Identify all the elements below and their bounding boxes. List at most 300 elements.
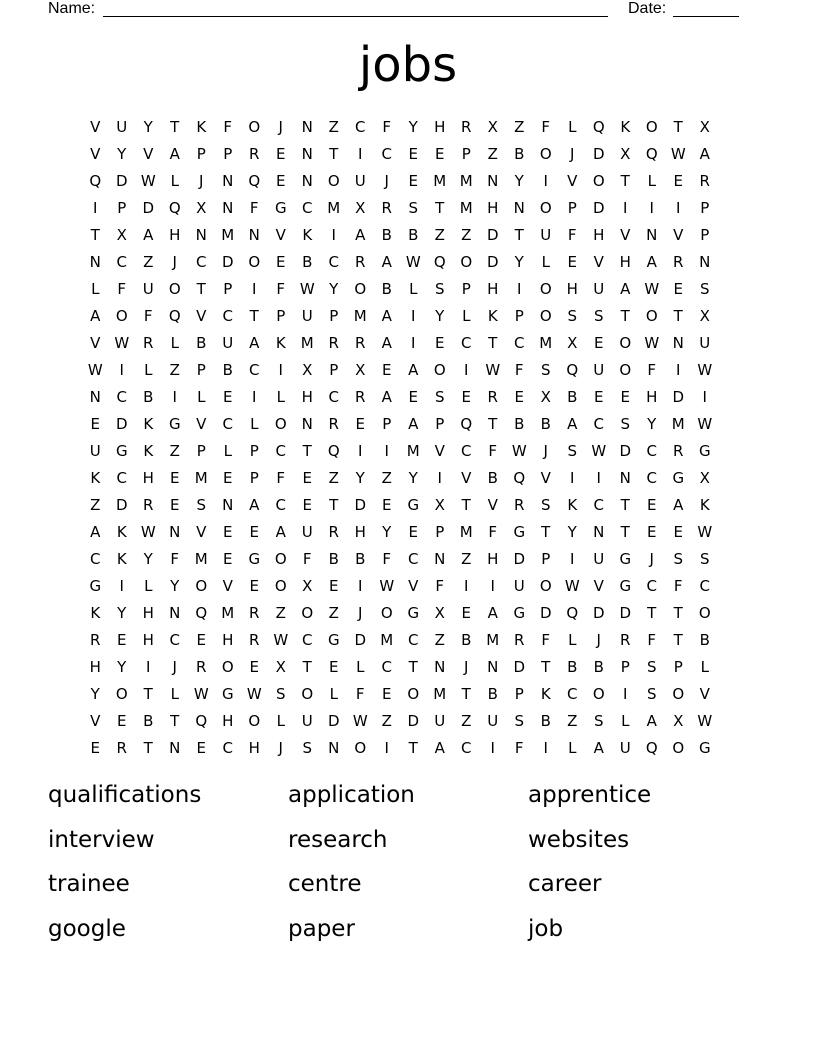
grid-letter: E xyxy=(329,577,339,595)
grid-letter: N xyxy=(89,388,101,406)
grid-letter: V xyxy=(222,577,233,595)
grid-letter: H xyxy=(434,118,446,136)
grid-letter: N xyxy=(222,199,234,217)
grid-letter: L xyxy=(223,442,232,460)
grid-letter: I xyxy=(570,469,575,487)
grid-letter: D xyxy=(619,442,632,460)
grid-letter: T xyxy=(620,496,630,514)
grid-letter: Y xyxy=(435,307,445,325)
grid-letter: Q xyxy=(645,145,658,163)
grid-letter: X xyxy=(699,118,710,136)
grid-letter: M xyxy=(194,469,208,487)
grid-letter: V xyxy=(90,145,101,163)
grid-letter: V xyxy=(275,226,286,244)
grid-letter: I xyxy=(278,361,283,379)
grid-letter: Z xyxy=(514,118,525,136)
grid-letter: W xyxy=(697,415,713,433)
grid-letter: D xyxy=(513,550,526,568)
grid-letter: I xyxy=(358,442,363,460)
grid-letter: A xyxy=(487,604,498,622)
grid-letter: K xyxy=(487,307,498,325)
grid-letter: Z xyxy=(169,442,180,460)
grid-letter: C xyxy=(593,496,604,514)
grid-letter: J xyxy=(543,442,548,460)
grid-letter: T xyxy=(541,658,551,676)
grid-letter: R xyxy=(328,523,339,541)
grid-letter: S xyxy=(514,712,525,730)
grid-letter: V xyxy=(90,118,101,136)
grid-letter: Y xyxy=(117,604,127,622)
grid-letter: O xyxy=(539,577,552,595)
grid-letter: F xyxy=(382,118,392,136)
grid-letter: D xyxy=(354,631,367,649)
grid-letter: U xyxy=(593,361,605,379)
grid-letter: H xyxy=(142,631,154,649)
grid-letter: H xyxy=(354,523,366,541)
grid-letter: E xyxy=(302,496,312,514)
grid-letter: U xyxy=(593,280,605,298)
grid-letter: D xyxy=(221,253,234,271)
grid-letter: U xyxy=(301,307,313,325)
grid-letter: B xyxy=(381,280,392,298)
grid-letter: Q xyxy=(460,415,473,433)
grid-letter: G xyxy=(248,550,261,568)
grid-letter: I xyxy=(570,550,575,568)
grid-letter: N xyxy=(434,658,446,676)
grid-letter: H xyxy=(301,388,313,406)
grid-letter: F xyxy=(143,307,153,325)
grid-letter: L xyxy=(700,658,709,676)
grid-letter: T xyxy=(488,334,498,352)
grid-letter: T xyxy=(541,523,551,541)
grid-letter: X xyxy=(116,226,127,244)
grid-letter: N xyxy=(328,739,340,757)
grid-letter: T xyxy=(196,280,206,298)
grid-letter: Y xyxy=(514,253,524,271)
grid-letter: N xyxy=(195,226,207,244)
grid-letter: U xyxy=(540,226,552,244)
grid-letter: B xyxy=(196,334,207,352)
grid-letter: E xyxy=(249,658,259,676)
grid-letter: F xyxy=(514,739,524,757)
grid-letter: V xyxy=(540,469,551,487)
grid-letter: A xyxy=(355,226,366,244)
grid-letter: I xyxy=(384,442,389,460)
grid-letter: S xyxy=(302,739,313,757)
grid-letter: A xyxy=(593,739,604,757)
grid-letter: V xyxy=(673,226,684,244)
grid-letter: Q xyxy=(566,604,579,622)
grid-letter: D xyxy=(115,496,128,514)
grid-letter: I xyxy=(119,361,124,379)
grid-letter: L xyxy=(144,577,153,595)
grid-letter: Q xyxy=(168,199,181,217)
date-label: Date: xyxy=(628,0,667,17)
grid-letter: C xyxy=(328,388,339,406)
grid-letter: W xyxy=(114,334,130,352)
grid-letter: N xyxy=(301,145,313,163)
grid-letter: E xyxy=(382,685,392,703)
grid-letter: T xyxy=(620,172,630,190)
grid-letter: G xyxy=(619,550,632,568)
name-label: Name: xyxy=(48,0,96,17)
grid-letter: X xyxy=(275,658,286,676)
grid-letter: Y xyxy=(170,577,180,595)
grid-letter: U xyxy=(116,118,128,136)
grid-letter: P xyxy=(196,145,206,163)
grid-letter: S xyxy=(620,415,631,433)
grid-letter: Z xyxy=(487,145,498,163)
grid-letter: D xyxy=(592,604,605,622)
grid-letter: T xyxy=(673,118,683,136)
grid-letter: O xyxy=(168,280,181,298)
grid-letter: X xyxy=(567,334,578,352)
grid-letter: W xyxy=(697,523,713,541)
grid-letter: K xyxy=(90,604,101,622)
grid-letter: T xyxy=(143,685,153,703)
grid-letter: A xyxy=(381,253,392,271)
grid-letter: I xyxy=(384,739,389,757)
grid-letter: N xyxy=(513,199,525,217)
grid-letter: Z xyxy=(169,361,180,379)
word-list-item: interview xyxy=(48,826,155,853)
grid-letter: H xyxy=(619,253,631,271)
grid-letter: T xyxy=(514,226,524,244)
grid-letter: W xyxy=(485,361,501,379)
grid-letter: N xyxy=(89,253,101,271)
grid-letter: D xyxy=(407,712,420,730)
grid-letter: R xyxy=(699,172,710,190)
grid-letter: O xyxy=(274,415,287,433)
grid-letter: D xyxy=(592,145,605,163)
grid-letter: C xyxy=(116,469,127,487)
grid-letter: F xyxy=(567,226,577,244)
grid-letter: L xyxy=(250,415,259,433)
grid-letter: M xyxy=(380,631,394,649)
grid-letter: N xyxy=(619,469,631,487)
grid-letter: L xyxy=(409,280,418,298)
grid-letter: Y xyxy=(329,280,339,298)
word-list-item: paper xyxy=(288,915,355,942)
grid-letter: Y xyxy=(408,469,418,487)
grid-letter: B xyxy=(540,712,551,730)
grid-letter: M xyxy=(353,307,367,325)
grid-letter: X xyxy=(355,361,366,379)
grid-letter: C xyxy=(567,685,578,703)
grid-letter: P xyxy=(249,469,259,487)
grid-letter: M xyxy=(459,523,473,541)
grid-letter: D xyxy=(115,172,128,190)
grid-letter: X xyxy=(434,496,445,514)
grid-letter: Q xyxy=(327,442,340,460)
grid-letter: B xyxy=(143,712,154,730)
grid-letter: C xyxy=(222,739,233,757)
grid-letter: L xyxy=(568,739,577,757)
grid-letter: T xyxy=(435,199,445,217)
grid-letter: O xyxy=(195,577,208,595)
grid-letter: O xyxy=(433,361,446,379)
grid-letter: W xyxy=(246,685,262,703)
grid-letter: I xyxy=(119,577,124,595)
grid-letter: Q xyxy=(645,739,658,757)
grid-letter: P xyxy=(673,658,683,676)
grid-letter: O xyxy=(354,280,367,298)
grid-letter: I xyxy=(543,739,548,757)
grid-letter: O xyxy=(619,361,632,379)
grid-letter: T xyxy=(673,307,683,325)
grid-letter: T xyxy=(302,442,312,460)
grid-letter: P xyxy=(223,280,233,298)
grid-letter: W xyxy=(405,253,421,271)
grid-letter: Y xyxy=(355,469,365,487)
grid-letter: D xyxy=(619,604,632,622)
grid-letter: I xyxy=(623,199,628,217)
grid-letter: E xyxy=(170,469,180,487)
grid-letter: L xyxy=(170,334,179,352)
grid-letter: N xyxy=(672,334,684,352)
grid-letter: Q xyxy=(566,361,579,379)
word-list-item: trainee xyxy=(48,871,130,897)
grid-letter: A xyxy=(699,145,710,163)
grid-letter: R xyxy=(328,415,339,433)
grid-letter: Y xyxy=(143,550,153,568)
grid-letter: H xyxy=(566,280,578,298)
grid-letter: P xyxy=(435,415,445,433)
grid-letter: E xyxy=(249,523,259,541)
grid-letter: Z xyxy=(461,226,472,244)
grid-letter: Y xyxy=(117,658,127,676)
date-blank-line[interactable] xyxy=(673,16,739,17)
grid-letter: G xyxy=(168,415,181,433)
grid-letter: P xyxy=(196,442,206,460)
grid-letter: I xyxy=(649,199,654,217)
grid-letter: Z xyxy=(90,496,101,514)
grid-letter: C xyxy=(593,415,604,433)
grid-letter: M xyxy=(406,442,420,460)
grid-letter: O xyxy=(301,685,314,703)
grid-letter: A xyxy=(646,253,657,271)
grid-letter: G xyxy=(698,442,711,460)
grid-letter: B xyxy=(487,685,498,703)
grid-letter: X xyxy=(487,118,498,136)
grid-letter: R xyxy=(116,739,127,757)
grid-letter: F xyxy=(514,361,524,379)
grid-letter: J xyxy=(464,658,469,676)
grid-letter: Q xyxy=(433,253,446,271)
grid-letter: C xyxy=(355,118,366,136)
grid-letter: N xyxy=(593,523,605,541)
grid-letter: M xyxy=(486,631,500,649)
grid-letter: E xyxy=(276,172,286,190)
grid-letter: R xyxy=(196,658,207,676)
grid-letter: O xyxy=(274,577,287,595)
grid-letter: F xyxy=(488,523,498,541)
grid-letter: B xyxy=(461,631,472,649)
grid-letter: B xyxy=(381,226,392,244)
grid-letter: M xyxy=(539,334,553,352)
grid-letter: I xyxy=(358,577,363,595)
grid-letter: W xyxy=(299,280,315,298)
grid-letter: W xyxy=(644,280,660,298)
grid-letter: C xyxy=(646,442,657,460)
grid-letter: E xyxy=(90,739,100,757)
grid-letter: N xyxy=(487,172,499,190)
grid-letter: X xyxy=(434,604,445,622)
grid-letter: H xyxy=(248,739,260,757)
grid-letter: R xyxy=(514,631,525,649)
grid-letter: I xyxy=(490,577,495,595)
grid-letter: I xyxy=(93,199,98,217)
grid-letter: H xyxy=(487,199,499,217)
grid-letter: E xyxy=(514,388,524,406)
grid-letter: L xyxy=(621,712,630,730)
grid-letter: S xyxy=(540,496,551,514)
grid-letter: I xyxy=(358,145,363,163)
grid-letter: E xyxy=(567,253,577,271)
grid-letter: L xyxy=(541,253,550,271)
grid-letter: W xyxy=(379,577,395,595)
grid-letter: O xyxy=(460,253,473,271)
grid-letter: M xyxy=(459,172,473,190)
grid-letter: Q xyxy=(592,118,605,136)
grid-letter: V xyxy=(90,334,101,352)
grid-letter: H xyxy=(487,280,499,298)
name-blank-line[interactable] xyxy=(103,16,608,17)
grid-letter: I xyxy=(596,469,601,487)
grid-letter: B xyxy=(567,388,578,406)
grid-letter: N xyxy=(248,226,260,244)
grid-letter: E xyxy=(276,145,286,163)
grid-letter: F xyxy=(223,118,233,136)
grid-letter: M xyxy=(459,199,473,217)
grid-letter: T xyxy=(408,658,418,676)
grid-letter: Q xyxy=(513,469,526,487)
letter-grid xyxy=(82,114,718,762)
grid-letter: C xyxy=(222,307,233,325)
grid-letter: J xyxy=(278,739,283,757)
grid-letter: K xyxy=(540,685,551,703)
grid-letter: B xyxy=(514,145,525,163)
grid-letter: M xyxy=(194,550,208,568)
grid-letter: G xyxy=(698,739,711,757)
grid-letter: L xyxy=(462,307,471,325)
grid-letter: I xyxy=(411,307,416,325)
grid-letter: P xyxy=(461,280,471,298)
grid-letter: I xyxy=(146,658,151,676)
grid-letter: E xyxy=(196,739,206,757)
grid-letter: R xyxy=(355,253,366,271)
grid-letter: R xyxy=(487,388,498,406)
grid-letter: P xyxy=(567,199,577,217)
grid-letter: O xyxy=(380,604,393,622)
grid-letter: P xyxy=(382,415,392,433)
grid-letter: W xyxy=(697,361,713,379)
grid-letter: R xyxy=(249,145,260,163)
grid-letter: V xyxy=(196,415,207,433)
word-list-item: career xyxy=(528,871,602,897)
grid-letter: C xyxy=(275,442,286,460)
grid-letter: X xyxy=(302,361,313,379)
grid-letter: C xyxy=(116,388,127,406)
grid-letter: J xyxy=(649,550,654,568)
grid-letter: T xyxy=(90,226,100,244)
grid-letter: P xyxy=(620,658,630,676)
grid-letter: E xyxy=(620,388,630,406)
grid-letter: X xyxy=(302,577,313,595)
grid-letter: V xyxy=(620,226,631,244)
grid-letter: O xyxy=(274,550,287,568)
grid-letter: C xyxy=(461,334,472,352)
grid-letter: R xyxy=(355,334,366,352)
grid-letter: B xyxy=(487,469,498,487)
grid-letter: O xyxy=(221,658,234,676)
grid-letter: O xyxy=(248,253,261,271)
grid-letter: E xyxy=(117,631,127,649)
grid-letter: B xyxy=(593,658,604,676)
grid-letter: T xyxy=(170,118,180,136)
grid-letter: K xyxy=(620,118,631,136)
grid-letter: Q xyxy=(89,172,102,190)
grid-letter: Z xyxy=(567,712,578,730)
grid-letter: E xyxy=(170,496,180,514)
grid-letter: N xyxy=(169,523,181,541)
grid-letter: C xyxy=(275,496,286,514)
grid-letter: J xyxy=(358,604,363,622)
grid-letter: W xyxy=(352,712,368,730)
grid-letter: B xyxy=(699,631,710,649)
grid-letter: A xyxy=(169,145,180,163)
grid-letter: O xyxy=(672,685,685,703)
grid-letter: S xyxy=(567,442,578,460)
grid-letter: Z xyxy=(434,226,445,244)
grid-letter: F xyxy=(647,361,657,379)
grid-letter: A xyxy=(567,415,578,433)
grid-letter: B xyxy=(567,658,578,676)
grid-letter: G xyxy=(221,685,234,703)
grid-letter: E xyxy=(594,388,604,406)
grid-letter: L xyxy=(276,712,285,730)
grid-letter: E xyxy=(435,334,445,352)
grid-letter: U xyxy=(593,550,605,568)
grid-letter: C xyxy=(461,739,472,757)
grid-letter: W xyxy=(644,334,660,352)
grid-letter: S xyxy=(673,550,684,568)
grid-letter: X xyxy=(699,469,710,487)
grid-letter: W xyxy=(670,145,686,163)
grid-letter: L xyxy=(170,685,179,703)
grid-letter: F xyxy=(488,442,498,460)
grid-letter: Q xyxy=(168,307,181,325)
grid-letter: E xyxy=(276,253,286,271)
grid-letter: D xyxy=(486,253,499,271)
grid-letter: D xyxy=(486,226,499,244)
grid-letter: S xyxy=(699,280,710,298)
grid-letter: N xyxy=(646,226,658,244)
grid-letter: E xyxy=(223,550,233,568)
grid-letter: W xyxy=(591,442,607,460)
grid-letter: C xyxy=(196,253,207,271)
grid-letter: B xyxy=(302,253,313,271)
grid-letter: T xyxy=(488,415,498,433)
grid-letter: X xyxy=(699,307,710,325)
grid-letter: N xyxy=(699,253,711,271)
grid-letter: J xyxy=(570,145,575,163)
grid-letter: P xyxy=(700,199,710,217)
grid-letter: A xyxy=(673,496,684,514)
grid-letter: I xyxy=(252,280,257,298)
grid-letter: H xyxy=(222,631,234,649)
grid-letter: F xyxy=(249,199,259,217)
